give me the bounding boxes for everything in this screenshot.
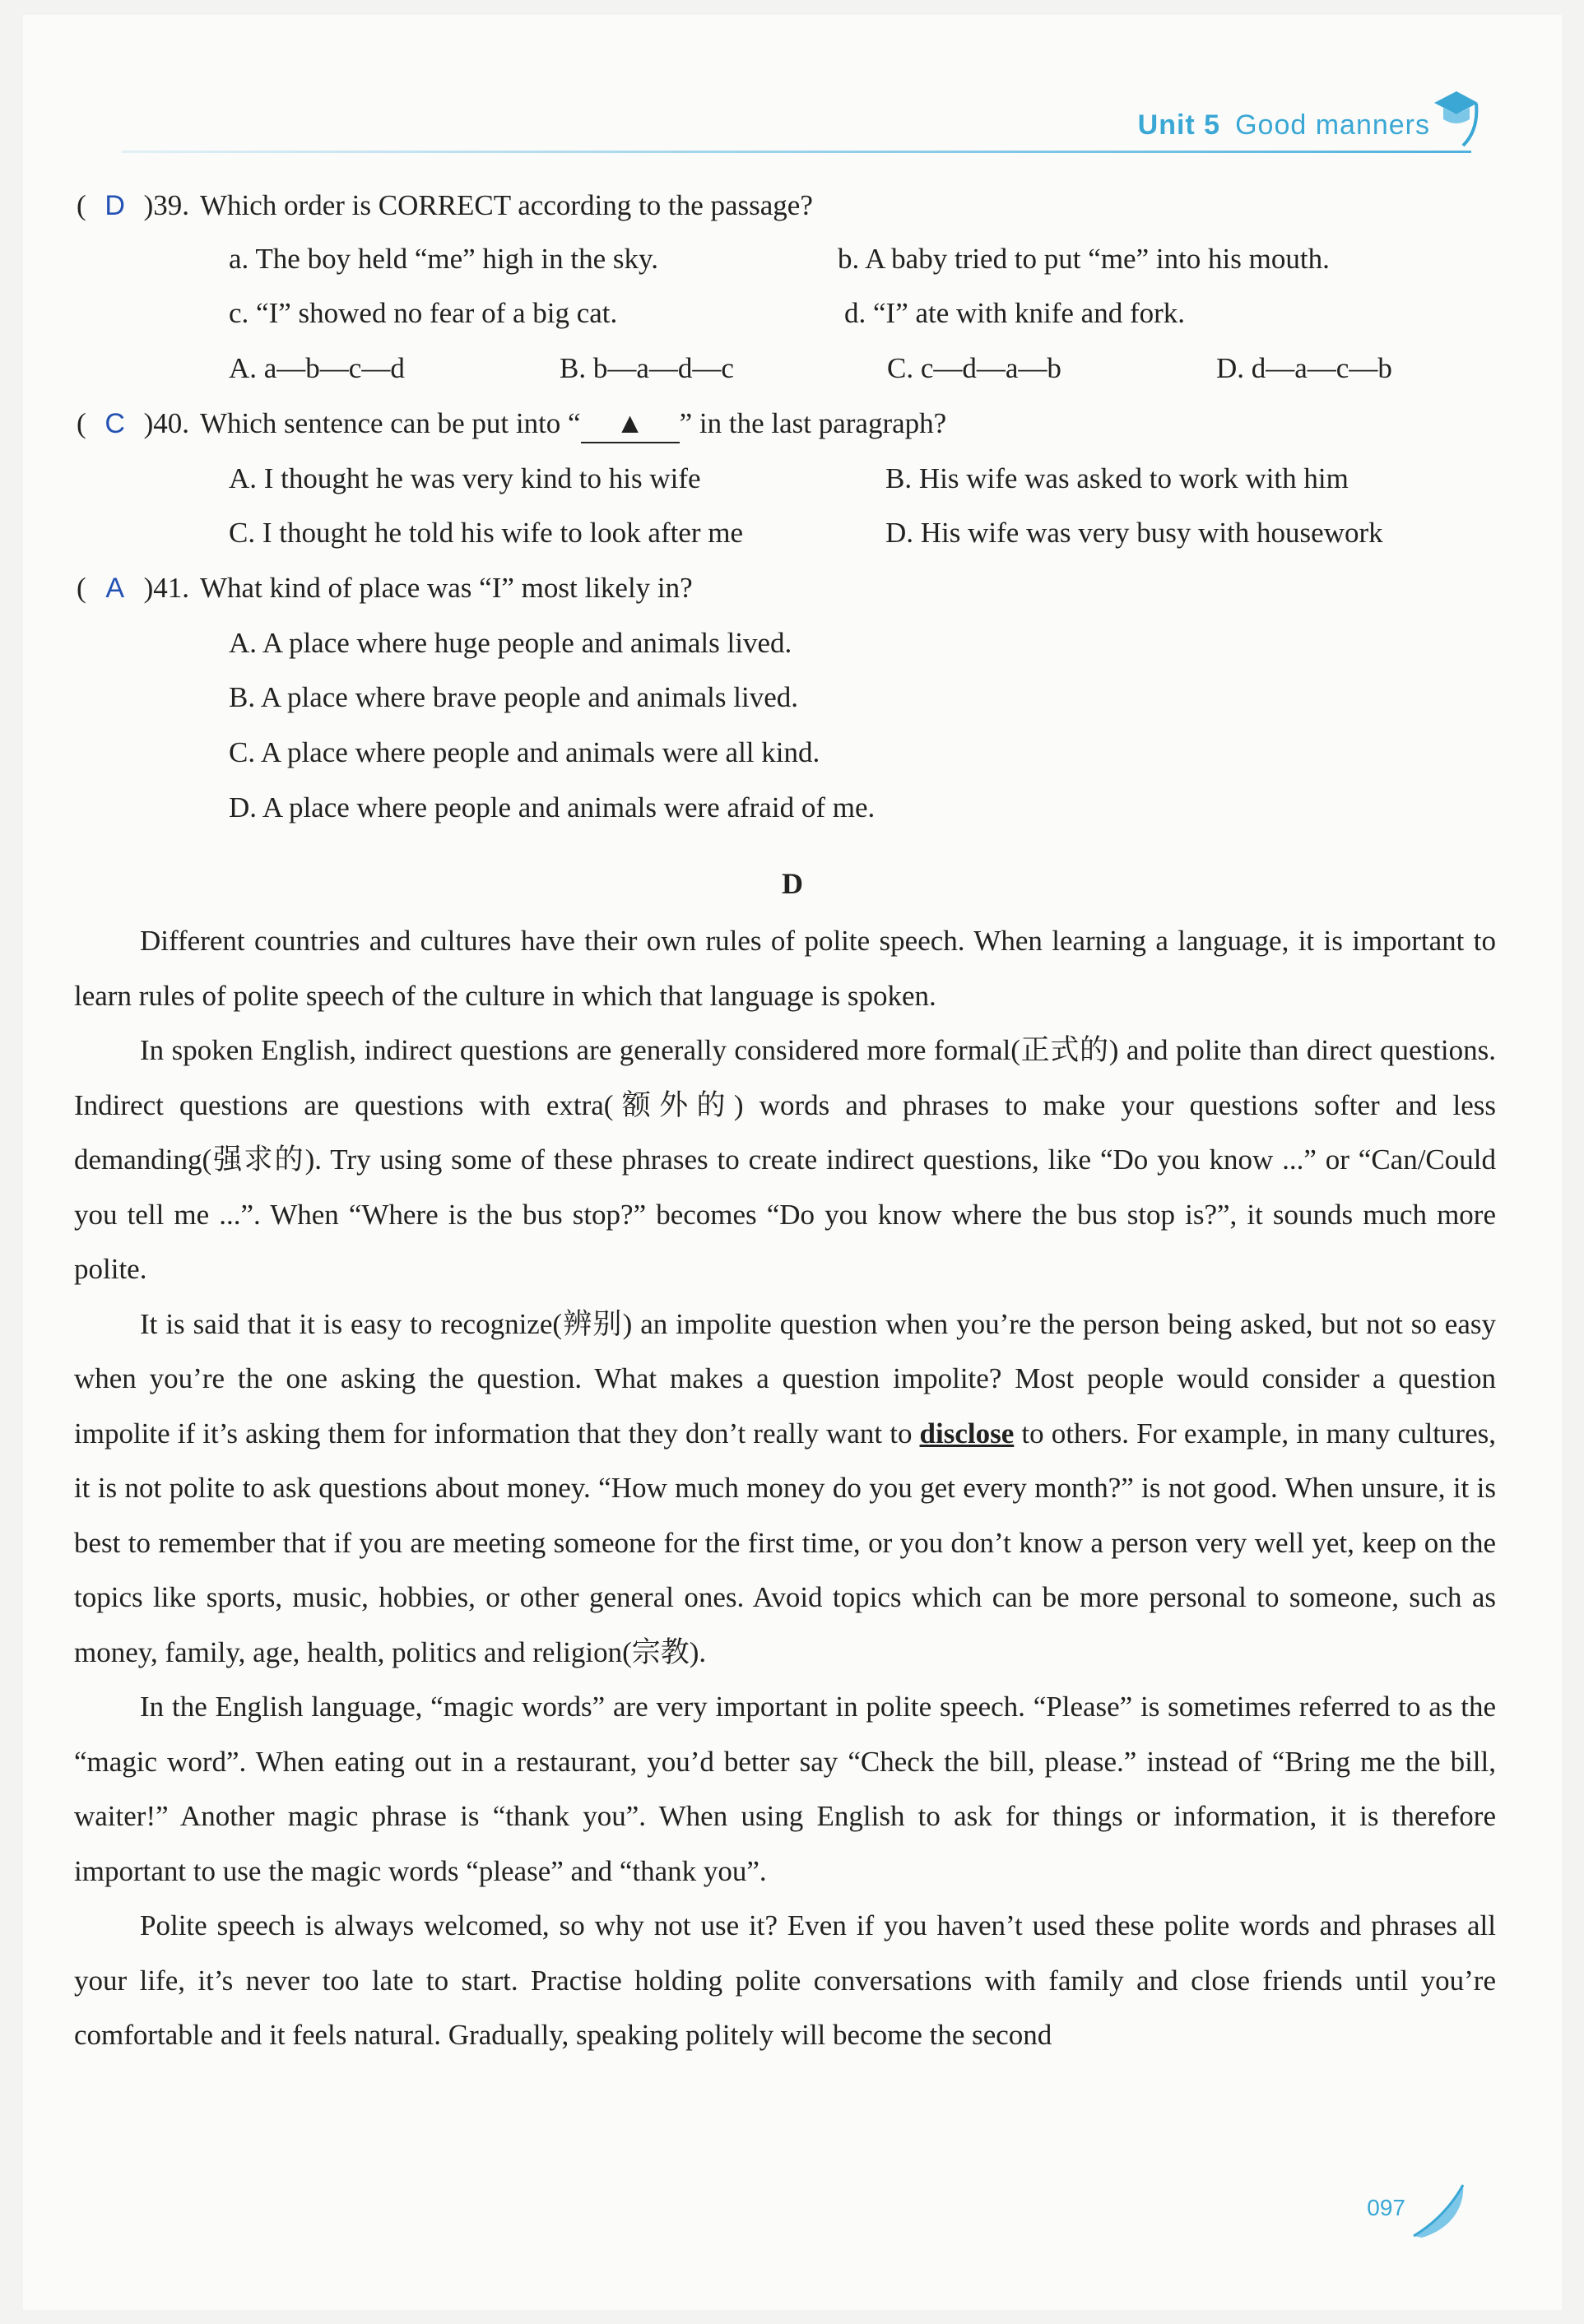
option-a: A. A place where huge people and animals lived.: [229, 627, 792, 659]
option-b: B. b—a—d—c: [560, 352, 734, 384]
option-d: D. A place where people and animals were afraid of me.: [229, 791, 876, 823]
option-d: D. His wife was very busy with housework: [885, 517, 1383, 549]
question-39: [77, 188, 813, 224]
textbook-page: [23, 15, 1562, 2310]
keyword-disclose: disclose: [919, 1417, 1015, 1450]
reading-passage: [74, 914, 1496, 2063]
answer-paren: ( C )40.: [77, 406, 200, 442]
option-b: B. His wife was asked to work with him: [885, 462, 1349, 494]
option-c: C. I thought he told his wife to look after me: [229, 517, 744, 549]
question-text: Which order is CORRECT according to the passage?: [200, 189, 813, 221]
header-divider: [122, 151, 1471, 153]
question-text-end: ” in the last paragraph?: [679, 407, 947, 439]
section-heading: D: [782, 867, 803, 900]
question-number: )39.: [143, 189, 190, 221]
paragraph-3-start: It is said that it is easy to recognize(辨别) an impolite question when you’re the person being asked, but not so easy when you’re the one asking the question. What makes a question impolite? Most people would consider a question impolite if it’s asking them for information that they don’t really want to: [74, 1307, 1496, 1450]
statement-c: c. “I” showed no fear of a big cat.: [229, 297, 618, 329]
paragraph-5: Polite speech is always welcomed, so why not use it? Even if you haven’t used these polite words and phrases all your life, it’s never too late to start. Practise holding polite conversations with family and close friends until you’re comfortable and it feels natural. Gradually, speaking politely will become the second: [74, 1909, 1496, 2051]
answer-mark: C: [105, 408, 125, 439]
unit-header: [1138, 109, 1430, 141]
option-a: A. I thought he was very kind to his wife: [229, 462, 701, 494]
question-40: [77, 406, 946, 443]
answer-paren: ( D )39.: [77, 188, 200, 224]
answer-mark: A: [105, 573, 124, 604]
unit-label: Unit 5: [1137, 109, 1221, 141]
paragraph-3-end: to others. For example, in many cultures, it is not polite to ask questions about money. “How much money do you get every month?” is not good. When unsure, it is best to remember that if you are meeting someone for the first time, or you don’t know a person very well yet, keep on the topics like sports, music, hobbies, or other general ones. Avoid topics which can be more personal to someone, such as money, family, age, health, politics and religion(宗教).: [74, 1417, 1496, 1668]
question-41: [77, 570, 693, 606]
statement-d: d. “I” ate with knife and fork.: [844, 297, 1186, 329]
answer-paren: ( A )41.: [77, 570, 200, 606]
paragraph-4: In the English language, “magic words” are very important in polite speech. “Please” is sometimes referred to as the “magic word”. When eating out in a restaurant, you’d better say “Check the bill, please.” instead of “Bring me the bill, waiter!” Another magic phrase is “thank you”. When using English to ask for things or information, it is therefore important to use the magic words “please” and “thank you”.: [74, 1691, 1496, 1887]
paragraph-2: In spoken English, indirect questions are generally considered more formal(正式的) and polite than direct questions. Indirect questions are questions with extra(额外的) words and phrases to make your questions softer and less demanding(强求的). Try using some of these phrases to create indirect questions, like “Do you know ...” or “Can/Could you tell me ...”. When “Where is the bus stop?” becomes “Do you know where the bus stop is?”, it sounds much more polite.: [74, 1034, 1496, 1285]
blank-triangle: ▲: [581, 406, 680, 443]
option-b: B. A place where brave people and animals lived.: [229, 681, 798, 713]
page-number: 097: [1367, 2195, 1405, 2220]
option-d: D. d—a—c—b: [1216, 352, 1392, 384]
unit-title: Good manners: [1235, 109, 1430, 141]
paragraph-3: [74, 1297, 1496, 1681]
paragraph-1: Different countries and cultures have their own rules of polite speech. When learning a language, it is important to learn rules of polite speech of the culture in which that language is spoken.: [74, 925, 1496, 1012]
answer-mark: D: [105, 190, 125, 221]
question-number: )41.: [143, 572, 190, 604]
question-number: )40.: [143, 407, 190, 439]
option-a: A. a—b—c—d: [229, 352, 405, 384]
question-text: What kind of place was “I” most likely in?: [200, 572, 693, 604]
feather-icon: [1405, 2178, 1471, 2244]
graduation-cap-icon: [1430, 85, 1479, 151]
option-c: C. c—d—a—b: [887, 352, 1061, 384]
question-text-start: Which sentence can be put into “: [200, 407, 581, 439]
statement-b: b. A baby tried to put “me” into his mouth.: [838, 243, 1330, 275]
statement-a: a. The boy held “me” high in the sky.: [229, 243, 658, 275]
option-c: C. A place where people and animals were all kind.: [229, 736, 820, 768]
